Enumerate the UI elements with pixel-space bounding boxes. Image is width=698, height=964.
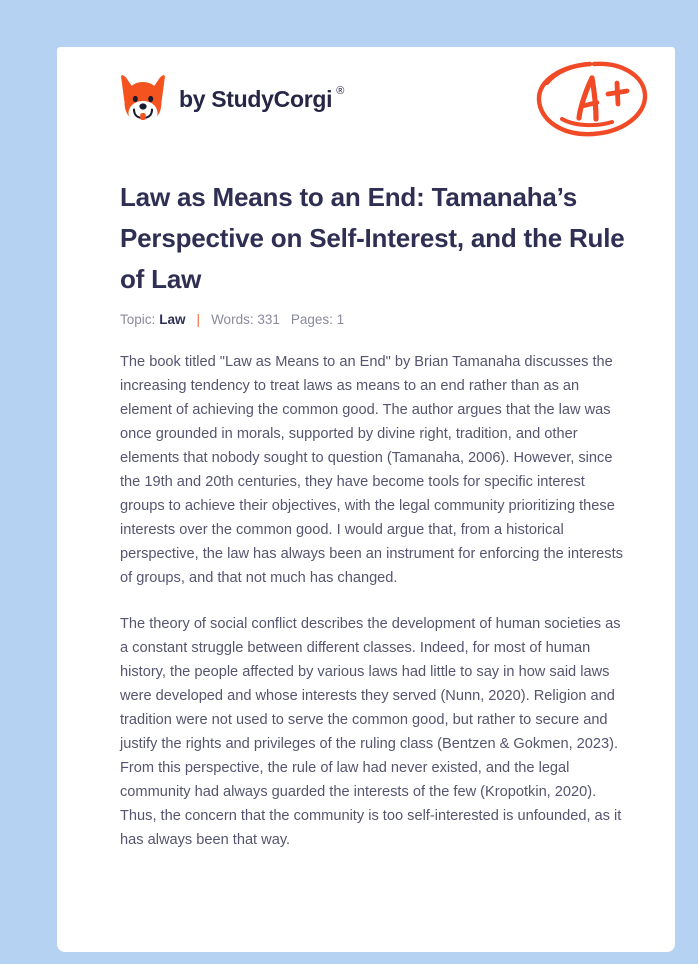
- meta-words: Words: 331: [211, 312, 280, 327]
- meta-topic-link[interactable]: Law: [159, 312, 186, 327]
- corgi-mascot-icon: [120, 73, 166, 125]
- brand-prefix: by: [179, 85, 206, 112]
- brand-wordmark: [179, 84, 345, 112]
- a-plus-grade-badge-icon: [534, 56, 650, 144]
- page-title: Law as Means to an End: Tamanaha’s Perspective on Self-Interest, and the Rule of Law: [120, 182, 625, 294]
- studycorgi-brand[interactable]: [120, 73, 344, 125]
- meta-topic-label: Topic:: [120, 312, 156, 327]
- brand-name: StudyCorgi: [211, 85, 333, 112]
- body-paragraph: The book titled "Law as Means to an End" by Brian Tamanaha discusses the increasing tendency to treat laws as means to an end rather than as an element of achieving the common good. The author argues that the law was once grounded in morals, supported by divine right, tradition, and other elements that nobody sought to question (Tamanaha, 2006). However, since the 19th and 20th centuries, they have become tools for specific interest groups to achieve their objectives, with the legal community prioritizing these interests over the common good. I would argue that, from a historical perspective, the law has always been an instrument for enforcing the interests of groups, and that not much has changed.: [120, 354, 623, 586]
- document-card: [57, 47, 675, 952]
- body-paragraph: The theory of social conflict describes the development of human societies as a constant struggle between different classes. Indeed, for most of human history, the people affected by various laws had little to say in how said laws were developed and whose interests they served (Nunn, 2020). Religion and tradition were not used to serve the common good, but rather to secure and justify the rights and privileges of the ruling class (Bentzen & Gokmen, 2023). From this perspective, the rule of law had never existed, and the legal community had always guarded the interests of the few (Kropotkin, 2020). Thus, the concern that the community is too self-interested is unfounded, as it has always been that way.: [120, 616, 622, 848]
- meta-pages: Pages: 1: [290, 312, 345, 327]
- registered-trademark-icon: ®: [336, 84, 345, 97]
- document-meta: [120, 311, 344, 329]
- document-body: [120, 350, 632, 852]
- document-header: [57, 47, 675, 157]
- meta-separator: |: [196, 312, 201, 327]
